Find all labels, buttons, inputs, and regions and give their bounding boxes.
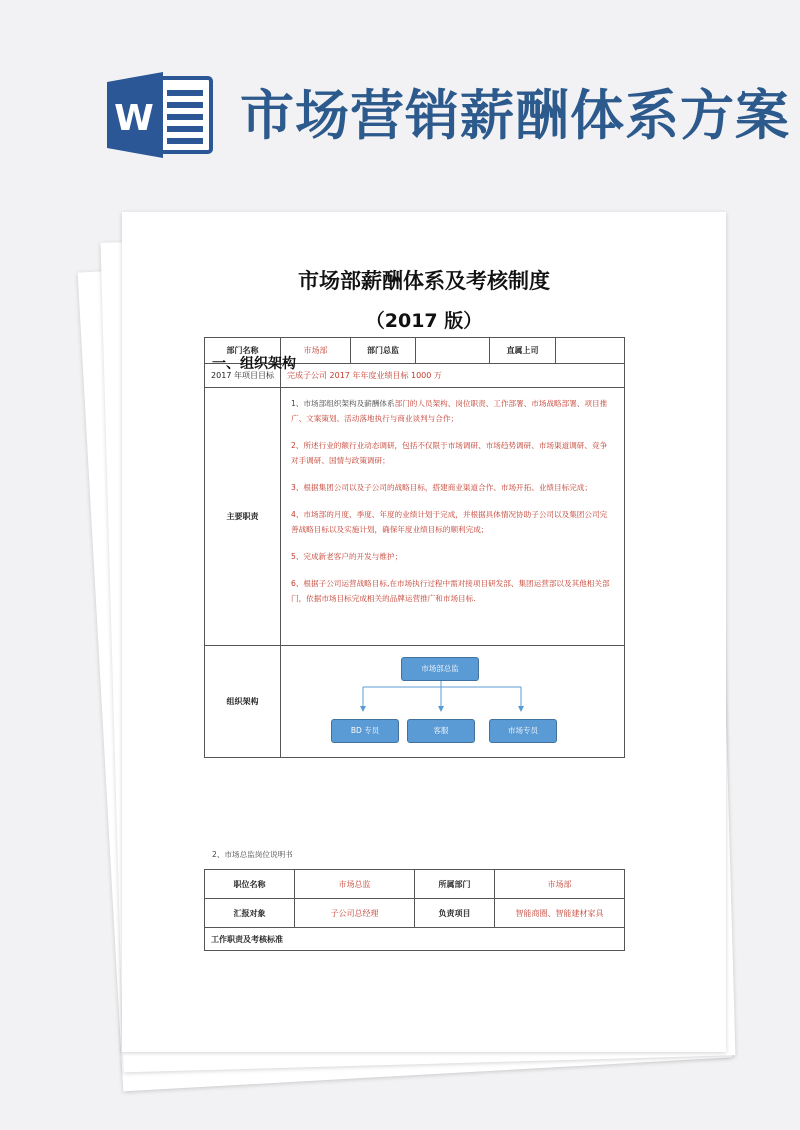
position-value: 市场总监: [295, 870, 415, 899]
word-logo-icon: [107, 72, 215, 158]
dept-name-value: 市场部: [281, 338, 351, 364]
duty-item: 3、根据集团公司以及子公司的战略目标，搭建商业渠道合作、市场开拓、业绩目标完成；: [291, 483, 592, 492]
duty-standard-label: 工作职责及考核标准: [205, 928, 625, 951]
duty-item: 6、根据子公司运营战略目标,在市场执行过程中需对接项目研发部、集团运营部以及其他相关部门，依据市场目标完成相关的品牌运营推广和市场目标.: [291, 579, 610, 603]
section2-title: 2、市场总监岗位说明书: [212, 850, 293, 859]
org-chart: [281, 647, 624, 757]
director-value: [416, 338, 490, 364]
document-version: （2017 版）: [365, 310, 483, 332]
superior-value: [556, 338, 625, 364]
position-table: [204, 869, 625, 951]
duty-item: 2、所述行业的额行业动态调研，包括不仅限于市场调研、市场趋势调研、市场渠道调研、竞争对手调研、国情与政策调研；: [291, 441, 608, 465]
belong-dept-value: 市场部: [495, 870, 625, 899]
belong-dept-label: 所属部门: [415, 870, 495, 899]
org-node-bd: BD 专员: [331, 719, 399, 743]
section-heading-org: 一、组织架构: [212, 356, 296, 372]
department-table: [204, 337, 625, 758]
duties-label: 主要职责: [205, 388, 281, 646]
org-node-service: 客服: [407, 719, 475, 743]
dept-name-label: 部门名称: [205, 338, 281, 364]
duty-item: 5、完成新老客户的开发与维护；: [291, 552, 403, 561]
project-value: 智能商圈、智能建材家具: [495, 899, 625, 928]
duty-item: 1、市场部组织架构及薪酬体系部门的人员架构、岗位职责、工作部署、市场战略部署、项目推广、文案策划、活动落地执行与商业谈判与合作；: [291, 399, 608, 423]
org-chart-label: 组织架构: [205, 646, 281, 758]
document-title: 市场部薪酬体系及考核制度: [298, 269, 550, 293]
position-label: 职位名称: [205, 870, 295, 899]
word-logo-letter: W: [114, 98, 154, 139]
banner-title: 市场营销薪酬体系方案: [240, 84, 790, 147]
duties-cell: [281, 388, 625, 646]
org-chart-cell: [281, 646, 625, 758]
project-label: 负责项目: [415, 899, 495, 928]
org-node-marketing: 市场专员: [489, 719, 557, 743]
report-value: 子公司总经理: [295, 899, 415, 928]
superior-label: 直属上司: [490, 338, 556, 364]
report-label: 汇报对象: [205, 899, 295, 928]
director-label: 部门总监: [351, 338, 416, 364]
goal-value: 完成子公司 2017 年年度业绩目标 1000 万: [281, 364, 625, 388]
org-node-director: 市场部总监: [401, 657, 479, 681]
duty-item: 4、市场部的月度、季度、年度的业绩计划于完成，并根据具体情况协助子公司以及集团公司完善战略目标以及实施计划，确保年度业绩目标的顺利完成；: [291, 510, 608, 534]
goal-label: 2017 年项目目标: [205, 364, 281, 388]
